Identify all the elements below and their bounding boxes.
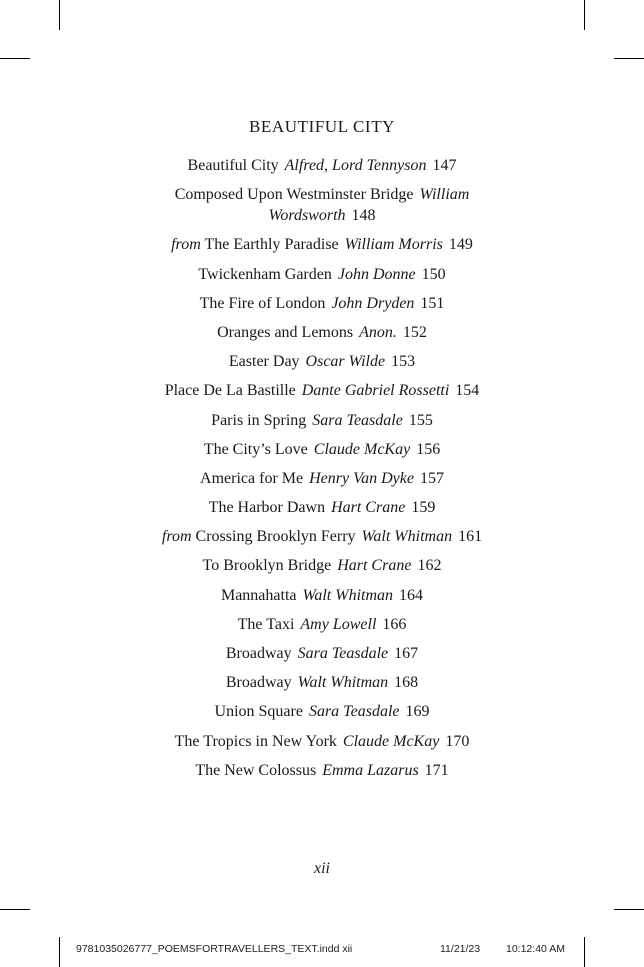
contents-entry [0, 293, 644, 314]
entry-title: To Brooklyn Bridge [202, 557, 332, 575]
entry-title: Union Square [214, 703, 303, 721]
entry-page-number: 150 [421, 265, 446, 283]
entry-title: America for Me [200, 469, 304, 487]
crop-mark-bottom-left [59, 937, 60, 967]
entry-title: The City’s Love [203, 440, 308, 458]
entry-page-number: 171 [424, 761, 449, 779]
entry-prefix: from [161, 528, 192, 546]
entry-author: Walt Whitman [302, 586, 394, 604]
entry-author: John Donne [337, 265, 416, 283]
entry-title: Beautiful City [187, 157, 279, 174]
contents-entry [0, 380, 644, 401]
entry-author: Anon. [359, 323, 397, 341]
entry-page-number: 162 [417, 557, 442, 575]
entry-page-number: 164 [399, 586, 424, 604]
contents-entry [0, 497, 644, 518]
entry-title: The Earthly Paradise [204, 236, 339, 254]
contents-entry [0, 439, 644, 460]
slug-date: 11/21/23 [440, 943, 481, 955]
entry-page-number: 169 [405, 703, 430, 721]
page-folio: xii [314, 860, 330, 877]
entry-title: Composed Upon Westminster Bridge [174, 186, 414, 204]
contents-entry [0, 643, 644, 664]
contents-entry [0, 410, 644, 431]
entry-author: Hart Crane [337, 557, 412, 575]
contents-entry [0, 672, 644, 693]
entry-author: Walt Whitman [297, 674, 389, 692]
contents-entry [0, 760, 644, 781]
entry-title: The New Colossus [195, 761, 317, 779]
entry-page-number: 154 [455, 382, 480, 400]
crop-mark-left-bottom [0, 909, 30, 910]
crop-mark-right-bottom [614, 909, 644, 910]
crop-mark-bottom-right [584, 937, 585, 967]
entry-page-number: 157 [419, 469, 444, 487]
entry-author: Claude McKay [313, 440, 411, 458]
slug-time: 10:12:40 AM [506, 943, 565, 955]
crop-mark-top-right [584, 0, 585, 30]
entry-page-number: 167 [394, 645, 419, 662]
contents-entry [0, 264, 644, 285]
contents-entry [0, 585, 644, 606]
crop-mark-top-left [59, 0, 60, 30]
section-title: BEAUTIFUL CITY [248, 117, 396, 136]
entry-author: Alfred, Lord Tennyson [284, 157, 427, 174]
contents-entry [0, 526, 644, 547]
entry-author: William Morris [344, 236, 443, 254]
slug-filename: 9781035026777_POEMSFORTRAVELLERS_TEXT.indd xii [76, 943, 353, 955]
entry-page-number: 153 [391, 353, 416, 371]
entry-prefix: from [171, 236, 201, 254]
entry-title: Crossing Brooklyn Ferry [195, 528, 356, 546]
entry-title: Oranges and Lemons [217, 323, 354, 341]
entry-page-number: 170 [445, 732, 470, 750]
entry-page-number: 148 [351, 207, 376, 225]
entry-author: Sara Teasdale [308, 703, 400, 721]
entry-page-number: 166 [382, 615, 407, 633]
entry-page-number: 161 [458, 528, 483, 546]
contents-entry [0, 701, 644, 722]
entry-page-number: 159 [411, 499, 436, 517]
entry-title: Paris in Spring [211, 411, 307, 429]
entry-page-number: 149 [448, 236, 473, 254]
entry-page-number: 168 [394, 674, 419, 692]
entry-author: Walt Whitman [361, 528, 453, 546]
entry-author: Oscar Wilde [305, 353, 386, 371]
entry-title: The Taxi [237, 615, 295, 633]
entry-title: The Tropics in New York [174, 732, 337, 750]
crop-mark-left-top [0, 58, 30, 59]
contents-entry [0, 155, 644, 176]
contents-entry [0, 731, 644, 752]
entry-title: The Harbor Dawn [208, 499, 326, 517]
entry-title: The Fire of London [199, 294, 326, 312]
contents-entry [0, 555, 644, 576]
contents-list [0, 155, 644, 789]
entry-author: Emma Lazarus [322, 761, 419, 779]
contents-entry [132, 184, 512, 226]
entry-page-number: 152 [402, 323, 427, 341]
entry-title: Place De La Bastille [164, 382, 296, 400]
entry-page-number: 151 [420, 294, 445, 312]
contents-entry [0, 351, 644, 372]
contents-entry [0, 468, 644, 489]
contents-entry [0, 322, 644, 343]
contents-entry [0, 234, 644, 255]
entry-title: Twickenham Garden [198, 265, 332, 283]
entry-author: Dante Gabriel Rossetti [301, 382, 450, 400]
entry-title: Mannahatta [220, 586, 297, 604]
entry-page-number: 155 [408, 411, 433, 429]
entry-title: Easter Day [228, 353, 300, 371]
entry-author: Amy Lowell [300, 615, 377, 633]
entry-author: Claude McKay [342, 732, 440, 750]
entry-title: Broadway [225, 674, 292, 692]
entry-author: Sara Teasdale [297, 645, 389, 662]
entry-page-number: 156 [416, 440, 441, 458]
entry-author: Sara Teasdale [312, 411, 403, 429]
entry-author: Henry Van Dyke [309, 469, 414, 487]
entry-author: John Dryden [331, 294, 415, 312]
entry-title: Broadway [225, 645, 292, 662]
entry-author: William Wordsworth [268, 186, 470, 225]
entry-page-number: 147 [432, 157, 457, 174]
crop-mark-right-top [614, 58, 644, 59]
contents-entry [0, 614, 644, 635]
entry-author: Hart Crane [331, 499, 406, 517]
